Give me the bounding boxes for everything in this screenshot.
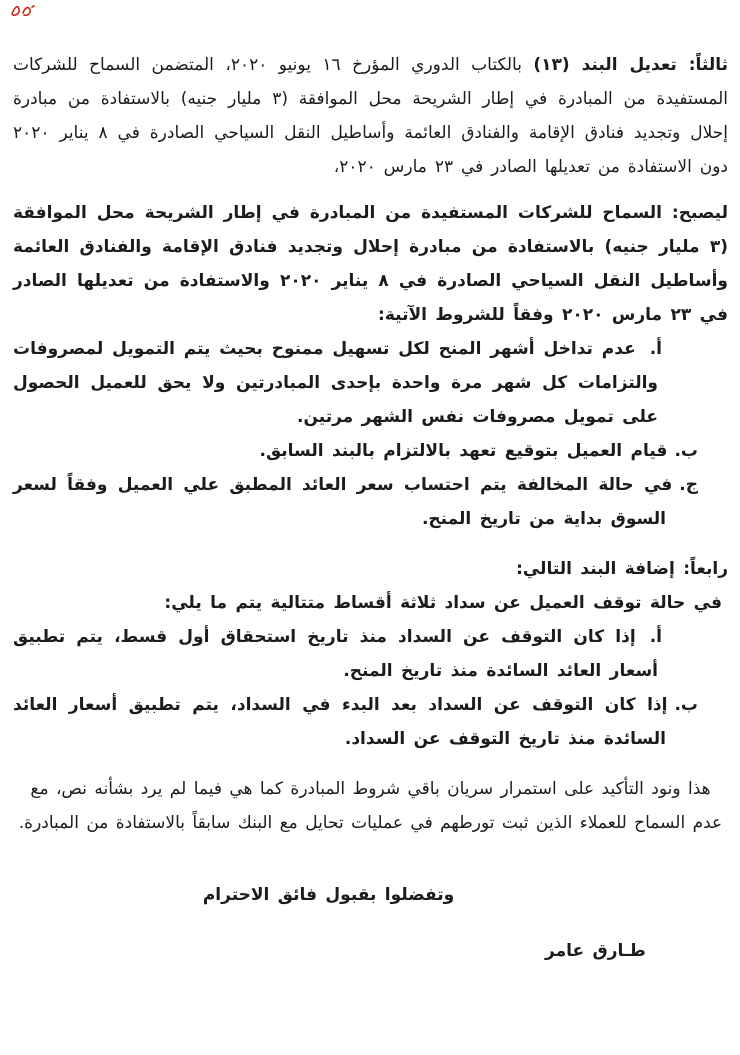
condition-item-a-text: عدم تداخل أشهر المنح لكل تسهيل ممنوح بحيث يتم التمويل لمصروفات والتزامات كل شهر مرة واحدة بإحدى المبادرتين ولا يحق للعميل الحصول على تمويل مصروفات نفس الشهر مرتين.: [13, 339, 658, 427]
stoppage-case-b: [13, 688, 698, 756]
closing-paragraph: هذا ونود التأكيد على استمرار سريان باقي شروط المبادرة كما هي فيما لم يرد بشأنه نص، مع عدم السماح للعملاء الذين ثبت تورطهم في عمليات تحايل مع البنك سابقاً بالاستفادة من المبادرة.: [18, 779, 723, 833]
conditions-list: [13, 332, 728, 536]
condition-item-b-text: قيام العميل بتوقيع تعهد بالالتزام بالبند السابق.: [259, 441, 668, 461]
section-three-body: بالكتاب الدوري المؤرخ ١٦ يونيو ٢٠٢٠، المتضمن السماح للشركات المستفيدة من المبادرة في إطار الشريحة محل الموافقة (٣ مليار جنيه) بالاستفادة من مبادرة إحلال وتجديد فنادق الإقامة والفنادق العائمة وأساطيل النقل السياحي الصادرة في ٨ يناير ٢٠٢٠ دون الاستفادة من تعديلها الصادر في ٢٣ مارس ٢٠٢٠،: [13, 55, 728, 177]
condition-item-b: [13, 434, 698, 468]
stoppage-case-a-marker: أ.: [649, 627, 662, 647]
stoppage-cases-list: [13, 620, 728, 756]
amended-clause-paragraph: ليصبح: السماح للشركات المستفيدة من المبادرة في إطار الشريحة محل الموافقة (٣ مليار جنيه) بالاستفادة من مبادرة إحلال وتجديد فنادق الإقامة والفنادق العائمة وأساطيل النقل السياحي الصادرة في ٨ يناير ٢٠٢٠ والاستفادة من تعديلها الصادر في ٢٣ مارس ٢٠٢٠ وفقاً للشروط الآتية:: [13, 203, 728, 325]
stoppage-case-b-marker: ب.: [674, 695, 698, 715]
signature-name: طـارق عامر: [545, 941, 646, 961]
red-pen-mark-icon: [10, 3, 36, 19]
stoppage-case-a: [13, 620, 662, 688]
section-three-paragraph: [13, 48, 728, 184]
stoppage-case-a-text: إذا كان التوقف عن السداد منذ تاريخ استحقاق أول قسط، يتم تطبيق أسعار العائد السائدة منذ تاريخ المنح.: [13, 627, 658, 681]
condition-item-a-marker: أ.: [649, 339, 662, 359]
condition-item-a: [13, 332, 662, 434]
condition-item-b-marker: ب.: [674, 441, 698, 461]
condition-item-c: [13, 468, 698, 536]
section-four-heading: رابعاً: إضافة البند التالي:: [516, 559, 728, 579]
signature-block: [13, 934, 728, 968]
section-three-lead: ثالثاً: تعديل البند (١٣): [533, 55, 729, 75]
condition-item-c-text: في حالة المخالفة يتم احتساب سعر العائد المطبق علي العميل وفقاً لسعر السوق بداية من تاريخ المنح.: [13, 475, 673, 529]
section-four-intro: في حالة توقف العميل عن سداد ثلاثة أقساط متتالية يتم ما يلي:: [164, 593, 722, 613]
condition-item-c-marker: ج.: [679, 475, 698, 495]
salutation-line: وتفضلوا بقبول فائق الاحترام: [202, 885, 455, 905]
stoppage-case-b-text: إذا كان التوقف عن السداد بعد البدء في السداد، يتم تطبيق أسعار العائد السائدة منذ تاريخ التوقف عن السداد.: [13, 695, 668, 749]
